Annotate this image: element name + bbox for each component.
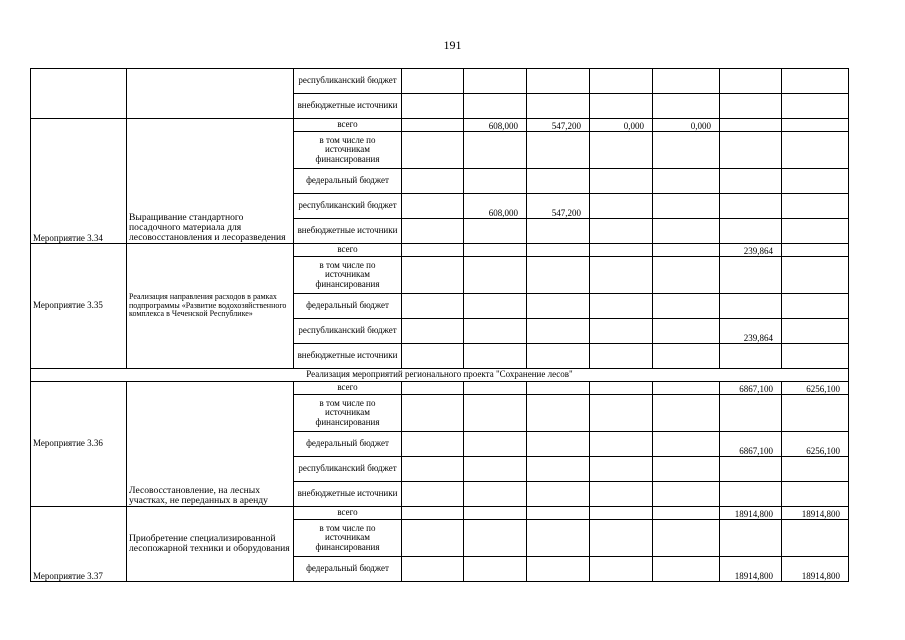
- empty-cell: [527, 257, 590, 294]
- empty-cell: [527, 482, 590, 507]
- empty-cell: [464, 294, 527, 319]
- value-cell: [590, 557, 653, 582]
- table-row: [31, 382, 849, 395]
- value-cell: [590, 382, 653, 395]
- value-cell: [527, 382, 590, 395]
- empty-cell: [464, 395, 527, 432]
- source-cell: внебюджетные источники: [294, 94, 402, 119]
- empty-cell: [590, 395, 653, 432]
- value-cell: [720, 119, 782, 132]
- value-cell: [653, 382, 720, 395]
- empty-cell: [464, 132, 527, 169]
- source-cell: в том числе по источникам финансирования: [294, 395, 402, 432]
- empty-cell: [527, 395, 590, 432]
- source-cell: всего: [294, 507, 402, 520]
- value-cell: 0,000: [590, 119, 653, 132]
- empty-cell: [782, 294, 849, 319]
- source-cell: всего: [294, 244, 402, 257]
- empty-cell: [464, 482, 527, 507]
- empty-cell: [653, 69, 720, 94]
- empty-cell: [782, 69, 849, 94]
- source-cell: в том числе по источникам финансирования: [294, 132, 402, 169]
- empty-cell: [720, 520, 782, 557]
- value-cell: [527, 244, 590, 257]
- value-cell: 18914,800: [720, 507, 782, 520]
- measure-description: Выращивание стандартного посадочного материала для лесовосстановления и лесоразведения: [127, 119, 294, 244]
- value-cell: 239,864: [720, 244, 782, 257]
- measure-description: Лесовосстановление, на лесных участках, не переданных в аренду: [127, 382, 294, 507]
- source-cell: республиканский бюджет: [294, 457, 402, 482]
- value-cell: 18914,800: [720, 557, 782, 582]
- source-cell: внебюджетные источники: [294, 344, 402, 369]
- empty-cell: [527, 344, 590, 369]
- value-cell: [590, 432, 653, 457]
- empty-cell: [402, 69, 464, 94]
- empty-cell: [653, 520, 720, 557]
- empty-cell: [402, 257, 464, 294]
- value-cell: [402, 319, 464, 344]
- source-cell: внебюджетные источники: [294, 219, 402, 244]
- source-cell: всего: [294, 382, 402, 395]
- empty-cell: [782, 344, 849, 369]
- section-title: Реализация мероприятий регионального проекта "Сохранение лесов": [31, 369, 849, 382]
- value-cell: [402, 432, 464, 457]
- budget-table: [30, 68, 849, 582]
- value-cell: [464, 244, 527, 257]
- source-cell: федеральный бюджет: [294, 432, 402, 457]
- empty-cell: [720, 132, 782, 169]
- empty-cell: [720, 169, 782, 194]
- value-cell: [527, 557, 590, 582]
- measure-name: Мероприятие 3.34: [31, 119, 127, 244]
- empty-cell: [720, 219, 782, 244]
- empty-cell: [782, 457, 849, 482]
- empty-cell: [402, 457, 464, 482]
- value-cell: [464, 507, 527, 520]
- value-cell: [782, 194, 849, 219]
- empty-cell: [402, 520, 464, 557]
- value-cell: [402, 119, 464, 132]
- empty-cell: [402, 219, 464, 244]
- empty-cell: [464, 94, 527, 119]
- value-cell: [527, 319, 590, 344]
- value-cell: [402, 244, 464, 257]
- empty-cell: [720, 294, 782, 319]
- section-row: [31, 369, 849, 382]
- empty-cell: [527, 457, 590, 482]
- value-cell: [402, 382, 464, 395]
- value-cell: 608,000: [464, 194, 527, 219]
- empty-cell: [653, 219, 720, 244]
- table-row: [31, 69, 849, 94]
- empty-cell: [590, 169, 653, 194]
- empty-cell: [527, 69, 590, 94]
- measure-name: Мероприятие 3.36: [31, 382, 127, 507]
- empty-cell: [527, 294, 590, 319]
- value-cell: [782, 244, 849, 257]
- empty-cell: [653, 257, 720, 294]
- empty-cell: [720, 344, 782, 369]
- empty-cell: [127, 69, 294, 119]
- empty-cell: [720, 69, 782, 94]
- empty-cell: [653, 457, 720, 482]
- empty-cell: [590, 482, 653, 507]
- value-cell: 6256,100: [782, 432, 849, 457]
- empty-cell: [464, 69, 527, 94]
- value-cell: 547,200: [527, 194, 590, 219]
- empty-cell: [527, 520, 590, 557]
- empty-cell: [402, 169, 464, 194]
- table-row: [31, 119, 849, 132]
- source-cell: республиканский бюджет: [294, 194, 402, 219]
- value-cell: 608,000: [464, 119, 527, 132]
- empty-cell: [782, 94, 849, 119]
- measure-name: Мероприятие 3.35: [31, 244, 127, 369]
- value-cell: 18914,800: [782, 507, 849, 520]
- empty-cell: [590, 344, 653, 369]
- value-cell: 239,864: [720, 319, 782, 344]
- value-cell: 6256,100: [782, 382, 849, 395]
- value-cell: 18914,800: [782, 557, 849, 582]
- empty-cell: [720, 457, 782, 482]
- empty-cell: [590, 132, 653, 169]
- empty-cell: [527, 132, 590, 169]
- value-cell: [464, 382, 527, 395]
- value-cell: [653, 432, 720, 457]
- empty-cell: [464, 169, 527, 194]
- source-cell: республиканский бюджет: [294, 69, 402, 94]
- empty-cell: [782, 482, 849, 507]
- value-cell: 547,200: [527, 119, 590, 132]
- empty-cell: [653, 344, 720, 369]
- empty-cell: [590, 457, 653, 482]
- measure-description: Реализация направления расходов в рамках подпрограммы «Развитие водохозяйственного комплекса в Чеченской Республике»: [127, 244, 294, 369]
- empty-cell: [464, 457, 527, 482]
- empty-cell: [464, 257, 527, 294]
- empty-cell: [782, 132, 849, 169]
- empty-cell: [402, 482, 464, 507]
- empty-cell: [720, 257, 782, 294]
- empty-cell: [527, 94, 590, 119]
- table-row: [31, 507, 849, 520]
- empty-cell: [464, 344, 527, 369]
- value-cell: [590, 319, 653, 344]
- empty-cell: [31, 69, 127, 119]
- empty-cell: [782, 520, 849, 557]
- empty-cell: [653, 294, 720, 319]
- source-cell: в том числе по источникам финансирования: [294, 257, 402, 294]
- page-number: 191: [443, 38, 462, 52]
- value-cell: [653, 194, 720, 219]
- table-row: [31, 244, 849, 257]
- source-cell: в том числе по источникам финансирования: [294, 520, 402, 557]
- empty-cell: [464, 219, 527, 244]
- value-cell: [782, 119, 849, 132]
- empty-cell: [590, 294, 653, 319]
- measure-name: Мероприятие 3.37: [31, 507, 127, 582]
- empty-cell: [720, 94, 782, 119]
- value-cell: [653, 319, 720, 344]
- source-cell: внебюджетные источники: [294, 482, 402, 507]
- value-cell: [464, 319, 527, 344]
- empty-cell: [720, 395, 782, 432]
- empty-cell: [402, 344, 464, 369]
- empty-cell: [590, 520, 653, 557]
- source-cell: федеральный бюджет: [294, 294, 402, 319]
- source-cell: федеральный бюджет: [294, 169, 402, 194]
- empty-cell: [782, 169, 849, 194]
- empty-cell: [653, 132, 720, 169]
- empty-cell: [402, 294, 464, 319]
- empty-cell: [402, 94, 464, 119]
- value-cell: 6867,100: [720, 382, 782, 395]
- value-cell: [527, 507, 590, 520]
- empty-cell: [653, 482, 720, 507]
- value-cell: [653, 557, 720, 582]
- measure-description: Приобретение специализированной лесопожарной техники и оборудования: [127, 507, 294, 582]
- value-cell: [402, 507, 464, 520]
- empty-cell: [464, 520, 527, 557]
- empty-cell: [402, 132, 464, 169]
- empty-cell: [590, 94, 653, 119]
- value-cell: [464, 432, 527, 457]
- value-cell: [653, 244, 720, 257]
- empty-cell: [782, 395, 849, 432]
- value-cell: [402, 557, 464, 582]
- empty-cell: [527, 169, 590, 194]
- value-cell: [402, 194, 464, 219]
- source-cell: всего: [294, 119, 402, 132]
- empty-cell: [653, 395, 720, 432]
- empty-cell: [590, 69, 653, 94]
- value-cell: [720, 194, 782, 219]
- value-cell: [527, 432, 590, 457]
- empty-cell: [653, 169, 720, 194]
- empty-cell: [402, 395, 464, 432]
- empty-cell: [782, 219, 849, 244]
- value-cell: [590, 194, 653, 219]
- empty-cell: [653, 94, 720, 119]
- empty-cell: [782, 257, 849, 294]
- source-cell: федеральный бюджет: [294, 557, 402, 582]
- source-cell: республиканский бюджет: [294, 319, 402, 344]
- value-cell: [590, 244, 653, 257]
- value-cell: [782, 319, 849, 344]
- value-cell: [590, 507, 653, 520]
- value-cell: [464, 557, 527, 582]
- empty-cell: [590, 257, 653, 294]
- value-cell: 6867,100: [720, 432, 782, 457]
- budget-table-wrapper: [30, 68, 849, 582]
- value-cell: 0,000: [653, 119, 720, 132]
- empty-cell: [590, 219, 653, 244]
- empty-cell: [527, 219, 590, 244]
- value-cell: [653, 507, 720, 520]
- empty-cell: [720, 482, 782, 507]
